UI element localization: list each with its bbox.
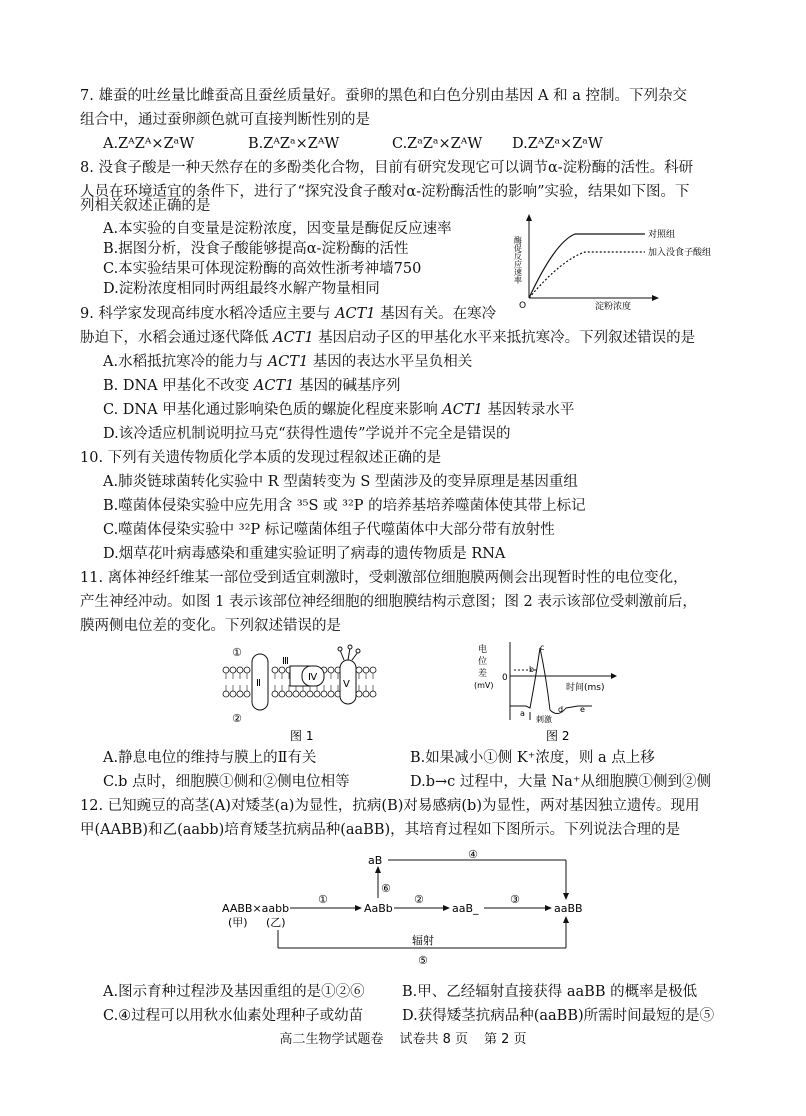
lipid-head	[237, 667, 243, 673]
lipid-head	[314, 691, 320, 697]
q11-option-b: B.如果减小①侧 K⁺浓度，则 a 点上移	[410, 750, 655, 766]
lipid-head	[272, 667, 278, 673]
yi-label: (乙)	[266, 916, 286, 929]
q12-stem-line1: 12. 已知豌豆的高茎(A)对矮茎(a)为显性，抗病(B)对易感病(b)为显性，两对基因独立遗传。现用	[80, 798, 700, 814]
q12-option-d: D.获得矮茎抗病品种(aaBB)所需时间最短的是⑤	[402, 1008, 715, 1024]
lipid-head	[370, 667, 376, 673]
q12-stem-line2: 甲(AABB)和乙(aabb)培育矮茎抗病品种(aaBB)，其培育过程如下图所示。下列说法合理的是	[80, 822, 681, 838]
q9-option-b-text2: 基因的碱基序列	[294, 378, 401, 394]
fig2-ylabel-2: 位	[478, 657, 488, 667]
q12-option-b: B.甲、乙经辐射直接获得 aaBB 的概率是极低	[402, 984, 698, 1000]
arrow-2-head	[443, 905, 450, 911]
arrow-5-head	[563, 916, 569, 923]
lipid-head	[356, 667, 362, 673]
q8-legend-control: 对照组	[648, 230, 676, 240]
q11-figure2	[474, 636, 644, 742]
q8-stem-line2: 人员在环境适宜的条件下，进行了“探究没食子酸对α-淀粉酶活性的影响”实验，结果如下图。下	[80, 184, 690, 200]
q9-stem-line1	[80, 304, 496, 324]
q9-option-a-text2: 基因的表达水平呈负相关	[308, 354, 473, 370]
q10-option-b: B.噬菌体侵染实验中应先用含 ³⁵S 或 ³²P 的培养基培养噬菌体使其带上标记	[103, 498, 586, 514]
q7-option-c: C.ZᵃZᵃ×ZᴬW	[392, 136, 483, 152]
q8-x-arrow	[652, 295, 659, 301]
q9-option-a-text1: A.水稻抵抗寒冷的能力与	[103, 354, 268, 370]
fig2-x-label: 时间(ms)	[566, 683, 605, 693]
fig2-point-b: b	[529, 665, 535, 674]
fig2-ylabel-3: 差	[478, 669, 488, 679]
q8-x-label: 淀粉浓度	[595, 302, 632, 312]
q9-stem1-a: 9. 科学家发现高纬度水稻冷适应主要与	[80, 306, 336, 322]
q8-origin: O	[519, 301, 527, 311]
lipid-head	[293, 691, 299, 697]
aaBB-label: aaBB	[554, 902, 583, 915]
q9-stem2-b: 基因启动子区的甲基化水平来抵抗寒冷。下列叙述错误的是	[313, 330, 696, 346]
q9-option-a	[103, 352, 472, 372]
q7-option-d: D.ZᴬZᵃ×ZᵃW	[512, 136, 603, 152]
arrow-1-head	[355, 905, 362, 911]
q8-stem-line1: 8. 没食子酸是一种天然存在的多酚类化合物，目前有研究发现它可以调节α-淀粉酶的活性。科研	[80, 160, 694, 176]
q7-stem-line1: 7. 雄蚕的吐丝量比雌蚕高且蚕丝质量好。蚕卵的黑色和白色分别由基因 A 和 a 控制。下列杂交	[80, 88, 687, 104]
q11-option-c: C.b 点时，细胞膜①侧和②侧电位相等	[103, 774, 350, 790]
lipid-head	[244, 667, 250, 673]
lipid-head	[237, 691, 243, 697]
arrow-3-head	[545, 905, 552, 911]
fig2-x-arrow	[611, 673, 617, 679]
q8-stem-line3: 列相关叙述正确的是	[80, 198, 211, 214]
lipid-head	[328, 667, 334, 673]
step-1: ①	[318, 893, 328, 906]
fig2-curve	[510, 648, 592, 714]
fig2-zero: 0	[502, 673, 508, 683]
q9-option-c-text1: C. DNA 甲基化通过影响染色质的螺旋化程度来影响	[103, 402, 443, 418]
arrow-4-head	[563, 893, 569, 900]
page-footer	[0, 1028, 806, 1047]
fig2-point-e: e	[580, 705, 585, 714]
footer-total: 试卷共 8 页	[399, 1032, 468, 1047]
q9-stem1-b: 基因有关。在寒冷	[375, 306, 497, 322]
q9-gene: ACT1	[442, 402, 483, 418]
step-5: ⑤	[418, 954, 428, 967]
q10-stem: 10. 下列有关遗传物质化学本质的发现过程叙述正确的是	[80, 450, 442, 466]
q9-option-b	[103, 376, 400, 396]
protein-III-label: Ⅲ	[282, 656, 289, 667]
q8-option-c: C.本实验结果可体现淀粉酶的高效性浙考神墙750	[103, 261, 422, 277]
lipid-head	[328, 691, 334, 697]
radiation-label: 辐射	[412, 934, 434, 947]
parents-label: AABB×aabb	[222, 902, 290, 915]
q8-option-d: D.淀粉浓度相同时两组最终水解产物量相同	[103, 281, 380, 297]
fig2-ylabel-unit: (mV)	[474, 681, 494, 690]
figure1-caption: 图 1	[290, 729, 314, 743]
protein-II-label: Ⅱ	[256, 678, 261, 689]
lipid-head	[363, 691, 369, 697]
f1-label: AaBb	[364, 902, 393, 915]
lipid-head	[279, 667, 285, 673]
arrow-6-head	[375, 866, 381, 873]
sugar-dot	[356, 649, 360, 653]
q9-gene: ACT1	[253, 378, 295, 394]
sugar-dot	[348, 645, 352, 649]
fig2-point-c: c	[540, 643, 545, 652]
q9-gene: ACT1	[267, 354, 309, 370]
q8-option-a: A.本实验的自变量是淀粉浓度，因变量是酶促反应速率	[103, 221, 452, 237]
lipid-head	[230, 691, 236, 697]
protein-IV-label: Ⅳ	[308, 672, 318, 683]
lipid-head	[356, 691, 362, 697]
q12-option-c: C.④过程可以用秋水仙素处理种子或幼苗	[103, 1008, 364, 1024]
lipid-head	[363, 667, 369, 673]
q9-option-b-text1: B. DNA 甲基化不改变	[103, 378, 254, 394]
q8-y-label: 酶促反应速率	[513, 236, 523, 284]
footer-title: 高二生物学试题卷	[279, 1032, 384, 1047]
glycoprotein-chains	[340, 648, 358, 660]
q11-stem-line2: 产生神经冲动。如图 1 表示该部位神经细胞的细胞膜结构示意图；图 2 表示该部位受刺激前后，	[80, 594, 697, 610]
q8-figure	[515, 212, 715, 312]
lipid-head	[279, 691, 285, 697]
q8-treatment-curve	[529, 252, 645, 298]
q9-option-c-text2: 基因转录水平	[482, 402, 575, 418]
q10-option-a: A.肺炎链球菌转化实验中 R 型菌转变为 S 型菌涉及的变异原理是基因重组	[103, 474, 578, 490]
sugar-dot	[338, 647, 342, 651]
step-2: ②	[414, 893, 424, 906]
lipid-head	[370, 691, 376, 697]
side-2-label: ②	[232, 712, 242, 725]
q10-option-d: D.烟草花叶病毒感染和重建实验证明了病毒的遗传物质是 RNA	[103, 546, 506, 562]
q12-breeding-diagram	[218, 848, 598, 972]
protein-V-label: Ⅴ	[343, 679, 350, 690]
lipid-head	[223, 691, 229, 697]
fig2-stim-label: 刺激	[536, 715, 552, 724]
q11-figure1	[222, 642, 382, 742]
step-4: ④	[468, 848, 478, 861]
side-1-label: ①	[232, 646, 242, 659]
fig2-point-d: d	[558, 705, 564, 714]
q8-legend-treatment: 加入没食子酸组	[648, 248, 712, 258]
lipid-head	[230, 667, 236, 673]
lipid-head	[300, 691, 306, 697]
jia-label: (甲)	[228, 916, 248, 929]
q7-stem-line2: 组合中，通过蚕卵颜色就可直接判断性别的是	[80, 112, 370, 128]
step-6: ⑥	[381, 882, 391, 895]
q7-option-a: A.ZᴬZᴬ×ZᵃW	[103, 136, 195, 152]
q9-gene: ACT1	[335, 306, 376, 322]
q9-option-d: D.该冷适应机制说明拉马克“获得性遗传”学说并不完全是错误的	[103, 426, 511, 442]
lipid-head	[244, 691, 250, 697]
q11-stem-line3: 膜两侧电位差的变化。下列叙述错误的是	[80, 618, 341, 634]
q9-gene: ACT1	[273, 330, 314, 346]
figure2-caption: 图 2	[546, 729, 570, 743]
q11-option-a: A.静息电位的维持与膜上的Ⅱ有关	[103, 750, 317, 766]
q11-option-d: D.b→c 过程中，大量 Na⁺从细胞膜①侧到②侧	[410, 774, 711, 790]
q10-option-c: C.噬菌体侵染实验中 ³²P 标记噬菌体组子代噬菌体中大部分带有放射性	[103, 522, 555, 538]
q9-stem2-a: 胁迫下，水稻会通过逐代降低	[80, 330, 274, 346]
q9-stem-line2	[80, 328, 695, 348]
q8-control-curve	[529, 234, 645, 298]
lipid-head	[321, 691, 327, 697]
q9-option-c	[103, 400, 574, 420]
q7-option-b: B.ZᴬZᵃ×ZᴬW	[248, 136, 340, 152]
q11-stem-line1: 11. 离体神经纤维某一部位受到适宜刺激时，受刺激部位细胞膜两侧会出现暂时性的电位变化，	[80, 570, 688, 586]
q8-y-arrow	[526, 214, 532, 221]
q8-option-b: B.据图分析，没食子酸能够提高α-淀粉酶的活性	[103, 241, 409, 257]
lipid-head	[272, 691, 278, 697]
step-3: ③	[510, 893, 520, 906]
q12-option-a: A.图示育种过程涉及基因重组的是①②⑥	[103, 984, 365, 1000]
lipid-head	[286, 691, 292, 697]
lipid-head	[307, 691, 313, 697]
fig2-ylabel-1: 电	[478, 645, 488, 655]
aaB-label: aaB_	[452, 902, 479, 915]
footer-page: 第 2 页	[484, 1032, 527, 1047]
aB-label: aB	[368, 854, 383, 867]
lipid-head	[223, 667, 229, 673]
fig2-point-a: a	[520, 709, 525, 718]
